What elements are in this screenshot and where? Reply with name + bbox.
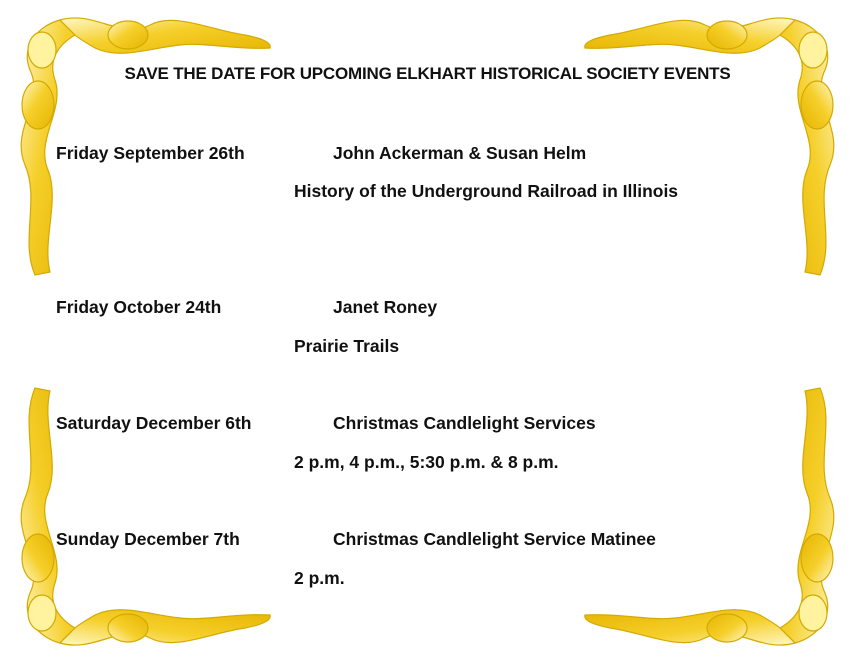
ribbon-top-right-decoration	[575, 0, 855, 280]
event-4-date: Sunday December 7th	[56, 529, 240, 549]
event-3-times: 2 p.m, 4 p.m., 5:30 p.m. & 8 p.m.	[294, 452, 559, 472]
event-2-presenter: Janet Roney	[333, 297, 438, 317]
event-3-title: Christmas Candlelight Services	[333, 413, 596, 433]
event-1-topic: History of the Underground Railroad in Illinois	[294, 181, 679, 201]
event-4-title: Christmas Candlelight Service Matinee	[333, 529, 656, 549]
page-title: SAVE THE DATE FOR UPCOMING ELKHART HISTORICAL SOCIETY EVENTS	[124, 64, 731, 83]
ribbon-top-left-decoration	[0, 0, 280, 280]
event-3-date: Saturday December 6th	[56, 413, 252, 433]
event-2-topic: Prairie Trails	[294, 336, 400, 356]
event-1-presenter: John Ackerman & Susan Helm	[333, 143, 587, 163]
ribbon-bottom-right-decoration	[575, 383, 855, 663]
event-1-date: Friday September 26th	[56, 143, 245, 163]
event-2-date: Friday October 24th	[56, 297, 222, 317]
event-4-times: 2 p.m.	[294, 568, 345, 588]
